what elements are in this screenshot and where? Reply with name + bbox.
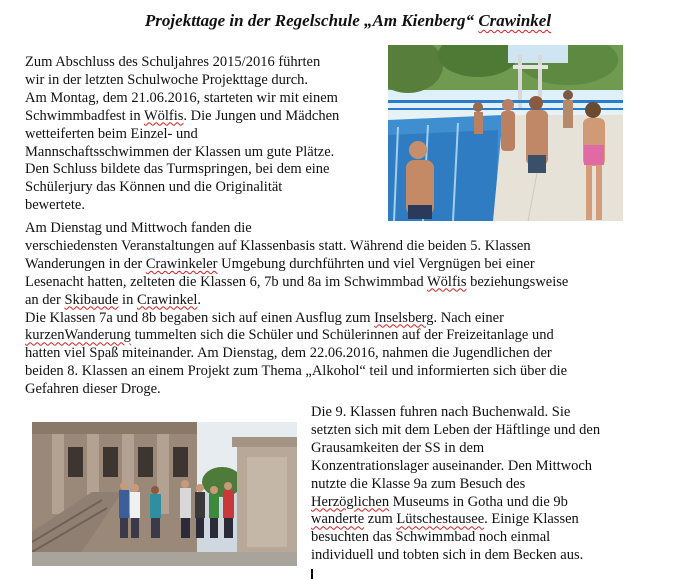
title-text: Projekttage in der Regelschule „Am Kienberg“ xyxy=(144,11,479,30)
text-line: besuchten das Schwimmbad noch einmal xyxy=(311,529,551,546)
text-line: setzten sich mit dem Leben der Häftlinge und den xyxy=(311,421,601,438)
text-line: Die 9. Klassen fuhren nach Buchenwald. Sie xyxy=(311,404,571,420)
text-line: Schülerjury das Können und die Originalität xyxy=(25,179,283,196)
text-line: nutzte die Klasse 9a zum Besuch des xyxy=(311,475,526,492)
text-line: Lesenacht hatten, zelteten die Klassen 6, 7b und 8a im Schwimmbad Wölfis beziehungsweise xyxy=(25,273,569,290)
building-photo-graphic xyxy=(32,422,297,566)
text-line: hatten viel Spaß miteinander. Am Dienstag, dem 22.06.2016, nahmen die Jugendlichen der xyxy=(25,345,552,362)
text-line: Konzentrationslager auseinander. Den Mittwoch xyxy=(311,457,593,474)
text-line: beiden 8. Klassen an einem Projekt zum Thema „Alkohol“ teil und informierten sich über die xyxy=(25,363,568,380)
text-line: wir in der letzten Schulwoche Projekttage durch. xyxy=(25,71,309,88)
text-line: wetteiferten beim Einzel- und xyxy=(25,125,198,142)
text-line: Grausamkeiten der SS in dem xyxy=(311,439,485,456)
text-line: Am Montag, dem 21.06.2016, starteten wir mit einem xyxy=(25,89,338,106)
building-photo xyxy=(32,422,297,566)
paragraph-activities xyxy=(25,220,623,399)
text-line: Schwimmbadfest in Wölfis. Die Jungen und Mädchen xyxy=(25,107,340,124)
text-line: Den Schluss bildete das Turmspringen, bei dem eine xyxy=(25,161,330,178)
pool-photo xyxy=(388,45,623,221)
text-line: Die Klassen 7a und 8b begaben sich auf einen Ausflug zum Inselsberg. Nach einer xyxy=(25,309,504,326)
text-cursor xyxy=(311,569,313,579)
title-place: Crawinkel xyxy=(478,11,552,30)
pool-photo-graphic xyxy=(388,45,623,221)
text-line: individuell und tobten sich in dem Becken aus. xyxy=(311,547,584,564)
text-line: an der Skibaude in Crawinkel. xyxy=(25,291,201,308)
page-title xyxy=(0,10,696,32)
text-line: bewertete. xyxy=(25,197,85,214)
text-line: verschiedensten Veranstaltungen auf Klassenbasis statt. Während die beiden 5. Klassen xyxy=(25,237,531,254)
text-line: Zum Abschluss des Schuljahres 2015/2016 führten xyxy=(25,54,321,70)
text-line: Mannschaftsschwimmen der Klassen um gute Plätze. xyxy=(25,143,335,160)
text-line: Gefahren dieser Droge. xyxy=(25,381,161,398)
text-line: Herzöglichen Museums in Gotha und die 9b xyxy=(311,493,568,510)
text-line: Am Dienstag und Mittwoch fanden die xyxy=(25,220,252,236)
text-line: Wanderungen in der Crawinkeler Umgebung durchführten und viel Vergnügen bei einer xyxy=(25,255,535,272)
text-line: kurzenWanderung tummelten sich die Schüler und Schülerinnen auf der Freizeitanlage und xyxy=(25,327,554,344)
paragraph-intro xyxy=(25,54,377,215)
paragraph-buchenwald xyxy=(311,404,631,565)
text-line: wanderte zum Lütschestausee. Einige Klassen xyxy=(311,511,579,528)
